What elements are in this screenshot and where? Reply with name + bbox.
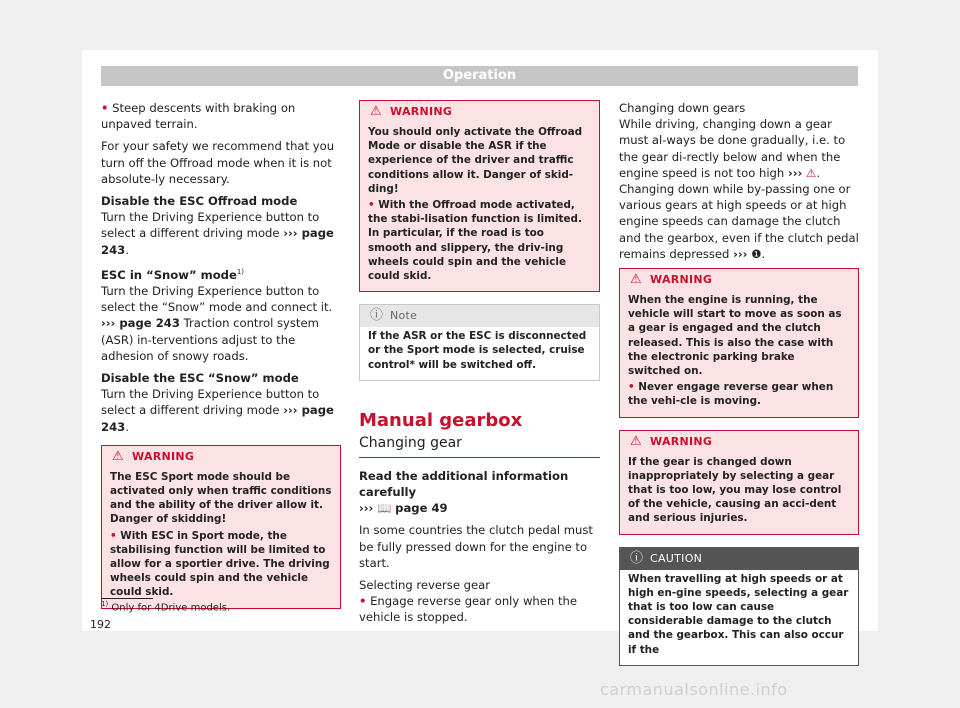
caution-box: [619, 547, 859, 666]
note-header: ⓘ Note: [360, 305, 599, 327]
bullet-icon: •: [628, 381, 635, 394]
warning-header: ⚠ WARNING: [360, 101, 599, 123]
warning-triangle-icon: ⚠: [805, 165, 817, 180]
heading-reverse: Selecting reverse gear: [359, 578, 491, 593]
page-reference-link[interactable]: ››› page 243: [101, 226, 334, 257]
list-item: • Engage reverse gear only when the vehicle is stopped.: [359, 594, 577, 625]
heading-esc-snow: ESC in “Snow” mode$^{1)}$: [101, 267, 245, 282]
subsection-title: Changing gear: [359, 434, 462, 451]
note-body: If the ASR or the ESC is disconnected or the Sport mode is selected, cruise control* will be switched off.: [360, 327, 599, 380]
book-icon: 📖: [377, 501, 392, 516]
info-icon: ⓘ: [370, 308, 384, 324]
caution-icon: ❶: [751, 246, 762, 261]
page-header: Operation: [101, 66, 858, 86]
section-title: Manual gearbox: [359, 409, 523, 431]
warning-header: ⚠ WARNING: [102, 446, 340, 468]
warning-triangle-icon: ⚠: [112, 448, 124, 464]
section-heading-block: [359, 409, 600, 458]
list-item: • Steep descents with braking on unpaved terrain.: [101, 101, 296, 132]
page-number: 192: [90, 618, 111, 631]
footnote: $^{1)}$ Only for 4Drive models.: [101, 600, 231, 614]
warning-box: [619, 268, 859, 418]
page-reference-link[interactable]: ››› page 243: [101, 316, 180, 331]
bullet-icon: •: [101, 101, 109, 115]
warning-triangle-icon: ⚠: [370, 104, 382, 119]
read-more-label: Read the additional information carefully: [359, 468, 569, 500]
watermark: carmanualsonline.info: [600, 680, 788, 699]
warning-body: When the engine is running, the vehicle will start to move as soon as a gear is engaged and the clutch released. This is also the case with the electronic parking brake switched on. • Never engage reverse gear when the vehi-cle is moving.: [620, 291, 858, 417]
bullet-icon: •: [359, 594, 367, 609]
bullet-icon: •: [368, 199, 375, 212]
paragraph: While driving, changing down a gear must al-ways be done gradually, i.e. to the gear di-rectly below and when the engine speed is not too high ››› ⚠. Changing down while by-passing one or various gears at high speeds or at high engine speeds can damage the clutch and the gearbox, even if the clutch pedal remains depressed ››› ❶.: [619, 117, 859, 261]
paragraph: Turn the Driving Experience button to select a different driving mode ››› page 243.: [101, 210, 334, 257]
warning-header: ⚠ WARNING: [620, 269, 858, 291]
heading-disable-offroad: Disable the ESC Offroad mode: [101, 194, 298, 209]
warning-box: [619, 430, 859, 535]
column-2: [359, 100, 600, 632]
warning-triangle-icon: ⚠: [630, 272, 642, 288]
warning-header: ⚠ WARNING: [620, 431, 858, 453]
warning-box: [101, 445, 341, 609]
warning-body: If the gear is changed down inappropriately by selecting a gear that is too low, you may lose control of the vehicle, causing an acci-dent and serious injuries.: [620, 453, 858, 534]
paragraph: Turn the Driving Experience button to select a different driving mode ››› page 243.: [101, 387, 334, 434]
paragraph: Turn the Driving Experience button to select the “Snow” mode and connect it. ››› page 243 Traction control system (ASR) in-terventions adjust to the adhesion of snowy roads.: [101, 283, 333, 363]
caution-header: ⓘ CAUTION: [620, 548, 858, 570]
page-reference-link[interactable]: ››› page 243: [101, 403, 334, 434]
read-more-reference[interactable]: ››› 📖 page 49: [359, 501, 448, 516]
footnote-divider: [101, 598, 153, 599]
caution-body: When travelling at high speeds or at high en-gine speeds, selecting a gear that is too low can cause considerable damage to the clutch and the gearbox. This can also occur if the: [620, 570, 858, 665]
heading-changing-down: Changing down gears: [619, 101, 746, 115]
warning-body: The ESC Sport mode should be activated only when traffic conditions and the ability of the driver allow it. Danger of skidding! • With ESC in Sport mode, the stabilising function will be limited to allow for a sportier drive. The driving wheels could spin and the vehicle could skid.: [102, 468, 340, 608]
note-box: [359, 304, 600, 381]
column-1: [101, 100, 341, 609]
warning-body: You should only activate the Offroad Mode or disable the ASR if the experience of the driver and traffic conditions allow it. Danger of skid-ding! • With the Offroad mode activated, the stabi-lisation function is limited. In particular, if the road is too smooth and slippery, the driv-ing wheels could spin and the vehicle could skid.: [360, 123, 599, 291]
column-3: [619, 100, 859, 666]
warning-triangle-icon: ⚠: [630, 433, 642, 449]
paragraph: In some countries the clutch pedal must be fully pressed down for the engine to start.: [359, 523, 593, 570]
paragraph: For your safety we recommend that you turn off the Offroad mode when it is not absolute-ly necessary.: [101, 139, 335, 186]
warning-box: [359, 100, 600, 292]
heading-disable-snow: Disable the ESC “Snow” mode: [101, 370, 299, 385]
caution-circle-icon: ⓘ: [630, 550, 644, 566]
bullet-icon: •: [110, 529, 117, 542]
